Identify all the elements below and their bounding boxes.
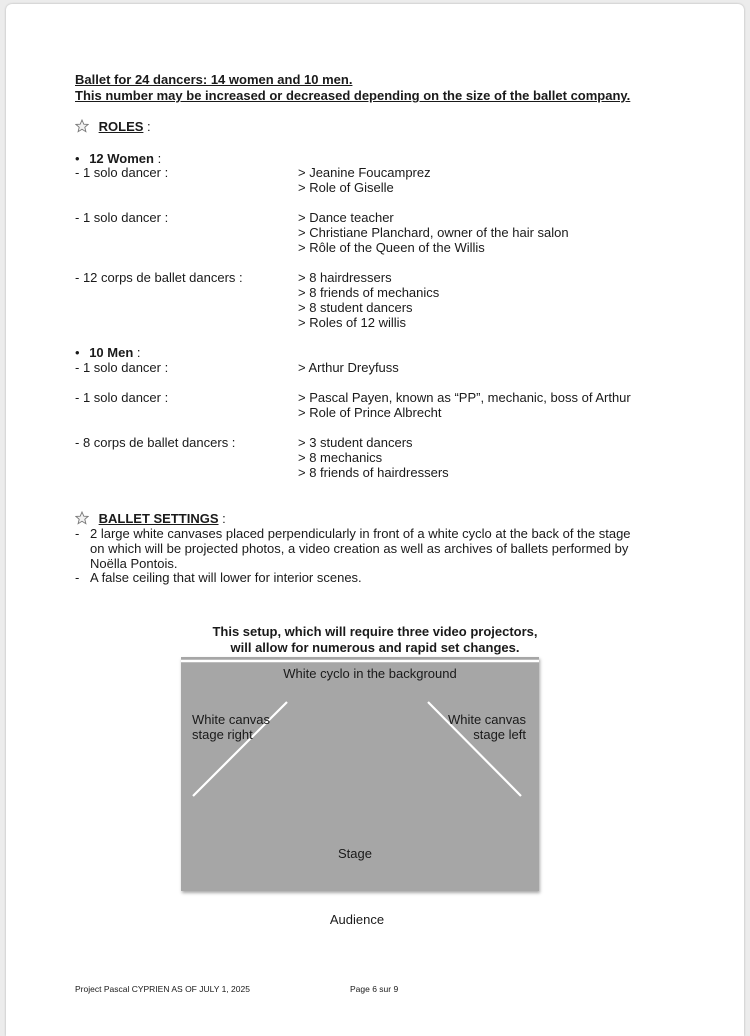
women-row-2-items bbox=[298, 210, 569, 255]
list-item: > 8 friends of hairdressers bbox=[298, 465, 449, 480]
list-item: > 8 mechanics bbox=[298, 450, 383, 465]
list-item: > 8 hairdressers bbox=[298, 270, 392, 285]
bullet: • bbox=[75, 151, 80, 166]
men-heading bbox=[75, 345, 141, 360]
women-row-2-label: - 1 solo dancer : bbox=[75, 210, 169, 225]
list-item: > Dance teacher bbox=[298, 210, 394, 225]
list-item: > 3 student dancers bbox=[298, 435, 413, 450]
stage-right-canvas-label bbox=[192, 712, 270, 742]
stage-left-canvas-label-line: White canvas bbox=[447, 712, 526, 727]
women-row-3-items bbox=[298, 270, 439, 330]
women-heading bbox=[75, 151, 161, 166]
men-row-1-items bbox=[298, 360, 399, 375]
list-item: > Jeanine Foucamprez bbox=[298, 165, 431, 180]
bullet: • bbox=[75, 345, 80, 360]
men-row-2-label: - 1 solo dancer : bbox=[75, 390, 169, 405]
settings-dash-2: - bbox=[75, 570, 80, 585]
list-item: > Rôle of the Queen of the Willis bbox=[298, 240, 485, 255]
settings-item-1 bbox=[90, 526, 690, 571]
stage-label: Stage bbox=[338, 846, 372, 861]
stage-left-canvas-label bbox=[448, 712, 526, 742]
stage-right-canvas-label-line: White canvas bbox=[192, 712, 271, 727]
header-line-1: Ballet for 24 dancers: 14 women and 10 men. bbox=[75, 72, 353, 87]
roles-title: ROLES bbox=[98, 119, 144, 134]
men-row-3-label: - 8 corps de ballet dancers : bbox=[75, 435, 236, 450]
stage-right-canvas-label-line: stage right bbox=[192, 727, 253, 742]
audience-label: Audience bbox=[329, 912, 385, 927]
men-row-3-items bbox=[298, 435, 449, 480]
settings-title: BALLET SETTINGS bbox=[98, 511, 219, 526]
women-row-1-items bbox=[298, 165, 431, 195]
roles-title-suffix: : bbox=[143, 119, 151, 134]
diagram-caption-line-1: This setup, which will require three video projectors, bbox=[212, 624, 538, 639]
list-item: > 8 friends of mechanics bbox=[298, 285, 440, 300]
list-item: > Role of Prince Albrecht bbox=[298, 405, 442, 420]
roles-heading bbox=[75, 119, 151, 134]
settings-dash-1: - bbox=[75, 526, 80, 541]
list-item: > Arthur Dreyfuss bbox=[298, 360, 399, 375]
list-item: > Roles of 12 willis bbox=[298, 315, 407, 330]
list-item: > Role of Giselle bbox=[298, 180, 394, 195]
women-title-suffix: : bbox=[153, 151, 162, 166]
settings-item-2: A false ceiling that will lower for interior scenes. bbox=[90, 570, 362, 585]
stage-diagram bbox=[181, 657, 539, 891]
men-row-2-items bbox=[298, 390, 631, 420]
settings-item-1-line: on which will be projected photos, a video creation as well as archives of ballets performed by bbox=[90, 541, 629, 556]
women-row-3-label: - 12 corps de ballet dancers : bbox=[75, 270, 243, 285]
cyclo-label: White cyclo in the background bbox=[283, 666, 457, 681]
footer-page-number: Page 6 sur 9 bbox=[350, 984, 399, 994]
women-title: 12 Women bbox=[89, 151, 154, 166]
settings-heading bbox=[75, 511, 226, 526]
men-title-suffix: : bbox=[133, 345, 141, 360]
men-title: 10 Men bbox=[89, 345, 134, 360]
women-row-1-label: - 1 solo dancer : bbox=[75, 165, 169, 180]
header-line-2: This number may be increased or decreased depending on the size of the ballet company. bbox=[75, 88, 631, 103]
star-icon bbox=[75, 511, 89, 525]
men-row-1-label: - 1 solo dancer : bbox=[75, 360, 169, 375]
settings-item-1-line: 2 large white canvases placed perpendicularly in front of a white cyclo at the back of the stage bbox=[90, 526, 631, 541]
settings-title-suffix: : bbox=[218, 511, 226, 526]
settings-item-1-line: Noëlla Pontois. bbox=[90, 556, 178, 571]
star-icon bbox=[75, 119, 89, 133]
footer-project: Project Pascal CYPRIEN AS OF JULY 1, 2025 bbox=[75, 984, 250, 994]
list-item: > 8 student dancers bbox=[298, 300, 413, 315]
stage-left-canvas-label-line: stage left bbox=[473, 727, 526, 742]
list-item: > Pascal Payen, known as “PP”, mechanic, boss of Arthur bbox=[298, 390, 631, 405]
diagram-caption-line-2: will allow for numerous and rapid set changes. bbox=[230, 640, 520, 655]
list-item: > Christiane Planchard, owner of the hair salon bbox=[298, 225, 569, 240]
